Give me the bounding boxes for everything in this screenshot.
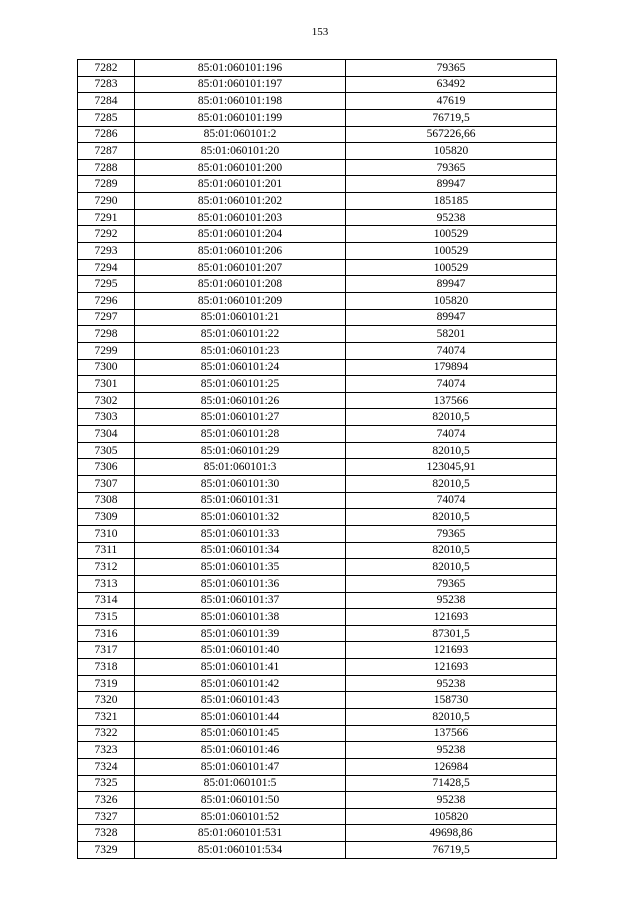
row-number-cell: 7286 [78,126,135,143]
cadastral-value-cell: 95238 [346,675,557,692]
cadastral-number-cell: 85:01:060101:40 [135,642,346,659]
row-number-cell: 7299 [78,342,135,359]
table-row [78,609,557,626]
cadastral-number-cell: 85:01:060101:42 [135,675,346,692]
table-row [78,109,557,126]
cadastral-number-cell: 85:01:060101:38 [135,609,346,626]
cadastral-value-cell: 95238 [346,209,557,226]
cadastral-value-cell: 158730 [346,692,557,709]
row-number-cell: 7305 [78,442,135,459]
cadastral-value-cell: 82010,5 [346,442,557,459]
cadastral-number-cell: 85:01:060101:46 [135,742,346,759]
row-number-cell: 7322 [78,725,135,742]
cadastral-value-cell: 89947 [346,176,557,193]
row-number-cell: 7287 [78,143,135,160]
cadastral-value-cell: 105820 [346,143,557,160]
cadastral-number-cell: 85:01:060101:43 [135,692,346,709]
cadastral-number-cell: 85:01:060101:209 [135,292,346,309]
table-row [78,842,557,859]
table-row [78,93,557,110]
row-number-cell: 7307 [78,476,135,493]
cadastral-number-cell: 85:01:060101:22 [135,326,346,343]
row-number-cell: 7316 [78,625,135,642]
cadastral-value-cell: 74074 [346,492,557,509]
cadastral-value-cell: 89947 [346,276,557,293]
cadastral-number-cell: 85:01:060101:204 [135,226,346,243]
row-number-cell: 7329 [78,842,135,859]
row-number-cell: 7303 [78,409,135,426]
cadastral-number-cell: 85:01:060101:41 [135,659,346,676]
table-row [78,509,557,526]
cadastral-number-cell: 85:01:060101:199 [135,109,346,126]
cadastral-value-cell: 79365 [346,159,557,176]
table-row [78,525,557,542]
cadastral-number-cell: 85:01:060101:37 [135,592,346,609]
cadastral-number-cell: 85:01:060101:50 [135,792,346,809]
table-row [78,426,557,443]
row-number-cell: 7301 [78,376,135,393]
page-number: 153 [311,26,329,38]
row-number-cell: 7323 [78,742,135,759]
cadastral-value-cell: 121693 [346,642,557,659]
cadastral-value-cell: 76719,5 [346,109,557,126]
cadastral-number-cell: 85:01:060101:206 [135,243,346,260]
cadastral-value-cell: 49698,86 [346,825,557,842]
table-row [78,758,557,775]
table-row [78,226,557,243]
table-row [78,259,557,276]
row-number-cell: 7326 [78,792,135,809]
cadastral-number-cell: 85:01:060101:30 [135,476,346,493]
cadastral-value-cell: 82010,5 [346,409,557,426]
row-number-cell: 7317 [78,642,135,659]
cadastral-number-cell: 85:01:060101:534 [135,842,346,859]
cadastral-value-cell: 82010,5 [346,509,557,526]
cadastral-number-cell: 85:01:060101:25 [135,376,346,393]
row-number-cell: 7321 [78,708,135,725]
table-row [78,792,557,809]
cadastral-number-cell: 85:01:060101:44 [135,708,346,725]
table-row [78,808,557,825]
cadastral-value-cell: 74074 [346,376,557,393]
table-row [78,559,557,576]
cadastral-number-cell: 85:01:060101:203 [135,209,346,226]
cadastral-value-cell: 567226,66 [346,126,557,143]
cadastral-number-cell: 85:01:060101:2 [135,126,346,143]
cadastral-value-cell: 58201 [346,326,557,343]
row-number-cell: 7291 [78,209,135,226]
cadastral-value-cell: 74074 [346,342,557,359]
cadastral-value-cell: 82010,5 [346,708,557,725]
row-number-cell: 7310 [78,525,135,542]
cadastral-value-cell: 82010,5 [346,476,557,493]
table-row [78,692,557,709]
table-row [78,159,557,176]
row-number-cell: 7304 [78,426,135,443]
table-row [78,209,557,226]
table-row [78,476,557,493]
cadastral-value-cell: 121693 [346,659,557,676]
cadastral-value-cell: 74074 [346,426,557,443]
table-row [78,326,557,343]
row-number-cell: 7284 [78,93,135,110]
table-row [78,392,557,409]
cadastral-value-cell: 63492 [346,76,557,93]
cadastral-value-cell: 95238 [346,742,557,759]
table-row [78,742,557,759]
table-row [78,376,557,393]
row-number-cell: 7308 [78,492,135,509]
table-row [78,442,557,459]
row-number-cell: 7290 [78,193,135,210]
table-row [78,60,557,77]
table-row [78,193,557,210]
cadastral-number-cell: 85:01:060101:198 [135,93,346,110]
cadastral-value-cell: 105820 [346,292,557,309]
table-row [78,342,557,359]
row-number-cell: 7319 [78,675,135,692]
cadastral-value-cell: 76719,5 [346,842,557,859]
table-row [78,775,557,792]
cadastral-number-cell: 85:01:060101:33 [135,525,346,542]
row-number-cell: 7318 [78,659,135,676]
cadastral-number-cell: 85:01:060101:45 [135,725,346,742]
table-row [78,575,557,592]
table-row [78,825,557,842]
cadastral-number-cell: 85:01:060101:26 [135,392,346,409]
row-number-cell: 7306 [78,459,135,476]
row-number-cell: 7292 [78,226,135,243]
table-row [78,675,557,692]
cadastral-number-cell: 85:01:060101:5 [135,775,346,792]
cadastral-number-cell: 85:01:060101:20 [135,143,346,160]
cadastral-number-cell: 85:01:060101:24 [135,359,346,376]
row-number-cell: 7315 [78,609,135,626]
row-number-cell: 7294 [78,259,135,276]
cadastral-value-cell: 79365 [346,525,557,542]
row-number-cell: 7314 [78,592,135,609]
cadastral-number-cell: 85:01:060101:36 [135,575,346,592]
cadastral-number-cell: 85:01:060101:31 [135,492,346,509]
cadastral-number-cell: 85:01:060101:200 [135,159,346,176]
cadastral-value-cell: 126984 [346,758,557,775]
row-number-cell: 7311 [78,542,135,559]
table-row [78,542,557,559]
row-number-cell: 7295 [78,276,135,293]
table-row [78,708,557,725]
table-body [78,60,557,859]
row-number-cell: 7312 [78,559,135,576]
cadastral-number-cell: 85:01:060101:29 [135,442,346,459]
cadastral-value-cell: 82010,5 [346,559,557,576]
cadastral-number-cell: 85:01:060101:35 [135,559,346,576]
cadastral-number-cell: 85:01:060101:21 [135,309,346,326]
row-number-cell: 7325 [78,775,135,792]
row-number-cell: 7327 [78,808,135,825]
table-row [78,309,557,326]
cadastral-number-cell: 85:01:060101:207 [135,259,346,276]
cadastral-value-cell: 79365 [346,575,557,592]
table-row [78,276,557,293]
cadastral-number-cell: 85:01:060101:3 [135,459,346,476]
cadastral-number-cell: 85:01:060101:23 [135,342,346,359]
cadastral-number-cell: 85:01:060101:197 [135,76,346,93]
row-number-cell: 7320 [78,692,135,709]
cadastral-number-cell: 85:01:060101:201 [135,176,346,193]
cadastral-number-cell: 85:01:060101:531 [135,825,346,842]
cadastral-number-cell: 85:01:060101:32 [135,509,346,526]
cadastral-value-table [77,59,557,859]
row-number-cell: 7302 [78,392,135,409]
cadastral-number-cell: 85:01:060101:27 [135,409,346,426]
row-number-cell: 7293 [78,243,135,260]
cadastral-value-cell: 95238 [346,792,557,809]
cadastral-number-cell: 85:01:060101:202 [135,193,346,210]
cadastral-value-cell: 71428,5 [346,775,557,792]
table-row [78,359,557,376]
cadastral-value-cell: 82010,5 [346,542,557,559]
cadastral-number-cell: 85:01:060101:196 [135,60,346,77]
cadastral-number-cell: 85:01:060101:34 [135,542,346,559]
row-number-cell: 7309 [78,509,135,526]
table-row [78,76,557,93]
table-row [78,725,557,742]
row-number-cell: 7298 [78,326,135,343]
cadastral-value-cell: 123045,91 [346,459,557,476]
cadastral-number-cell: 85:01:060101:28 [135,426,346,443]
cadastral-number-cell: 85:01:060101:52 [135,808,346,825]
cadastral-value-cell: 185185 [346,193,557,210]
cadastral-value-cell: 79365 [346,60,557,77]
cadastral-value-cell: 100529 [346,259,557,276]
table-row [78,409,557,426]
table-row [78,459,557,476]
cadastral-number-cell: 85:01:060101:47 [135,758,346,775]
cadastral-value-cell: 179894 [346,359,557,376]
row-number-cell: 7289 [78,176,135,193]
table-row [78,492,557,509]
table-row [78,126,557,143]
table-row [78,176,557,193]
row-number-cell: 7282 [78,60,135,77]
cadastral-value-cell: 87301,5 [346,625,557,642]
row-number-cell: 7300 [78,359,135,376]
cadastral-value-cell: 121693 [346,609,557,626]
cadastral-value-cell: 137566 [346,392,557,409]
table-row [78,659,557,676]
cadastral-value-cell: 105820 [346,808,557,825]
cadastral-value-cell: 89947 [346,309,557,326]
table-row [78,592,557,609]
table-row [78,143,557,160]
table-row [78,625,557,642]
cadastral-value-cell: 95238 [346,592,557,609]
cadastral-value-cell: 137566 [346,725,557,742]
row-number-cell: 7283 [78,76,135,93]
cadastral-value-cell: 100529 [346,243,557,260]
cadastral-value-cell: 47619 [346,93,557,110]
row-number-cell: 7297 [78,309,135,326]
row-number-cell: 7324 [78,758,135,775]
row-number-cell: 7296 [78,292,135,309]
cadastral-number-cell: 85:01:060101:208 [135,276,346,293]
row-number-cell: 7313 [78,575,135,592]
row-number-cell: 7288 [78,159,135,176]
table-row [78,642,557,659]
cadastral-number-cell: 85:01:060101:39 [135,625,346,642]
table-row [78,243,557,260]
table-row [78,292,557,309]
row-number-cell: 7328 [78,825,135,842]
cadastral-value-cell: 100529 [346,226,557,243]
row-number-cell: 7285 [78,109,135,126]
